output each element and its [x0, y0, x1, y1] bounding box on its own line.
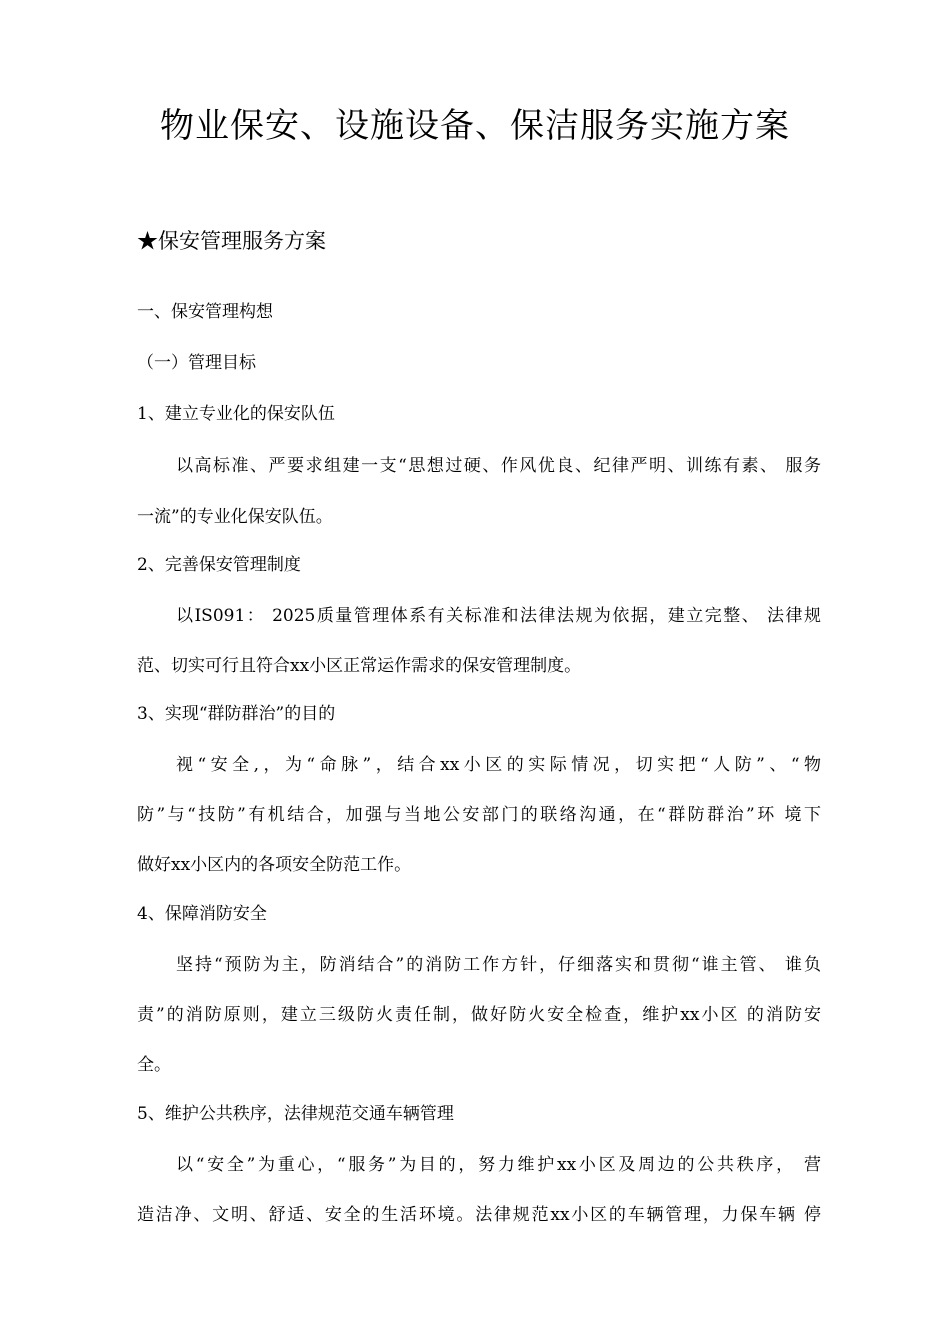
- paragraph-line: 责”的消防原则，建立三级防火责任制，做好防火安全检查，维护xx小区 的消防安: [137, 1005, 821, 1025]
- paragraph-line: 以“安全”为重心，“服务”为目的，努力维护xx小区及周边的公共秩序， 营: [176, 1155, 821, 1175]
- heading-management-goals: （一）管理目标: [137, 353, 256, 373]
- heading-goal-3: 3、实现“群防群治”的目的: [137, 704, 336, 724]
- heading-goal-4: 4、保障消防安全: [137, 904, 267, 924]
- paragraph-line: 以高标准、严要求组建一支“思想过硬、作风优良、纪律严明、训练有素、 服务: [176, 456, 821, 476]
- section-title: ★保安管理服务方案: [137, 229, 326, 253]
- paragraph-line: 造洁净、文明、舒适、安全的生活环境。法律规范xx小区的车辆管理，力保车辆 停: [137, 1205, 821, 1225]
- heading-goal-1: 1、建立专业化的保安队伍: [137, 404, 335, 424]
- heading-security-concept: 一、保安管理构想: [137, 302, 273, 322]
- paragraph-line: 视“安全,，为“命脉”，结合xx小区的实际情况，切实把“人防”、“物: [176, 755, 821, 775]
- heading-goal-2: 2、完善保安管理制度: [137, 555, 301, 575]
- document-title: 物业保安、设施设备、保洁服务实施方案: [160, 106, 790, 146]
- paragraph-line: 防”与“技防”有机结合，加强与当地公安部门的联络沟通，在“群防群治”环 境下: [137, 805, 821, 825]
- paragraph-line: 全。: [137, 1055, 171, 1075]
- paragraph-line: 范、切实可行且符合xx小区正常运作需求的保安管理制度。: [137, 656, 582, 676]
- paragraph-line: 坚持“预防为主，防消结合”的消防工作方针，仔细落实和贯彻“谁主管、 谁负: [176, 955, 821, 975]
- paragraph-line: 以IS091： 2025质量管理体系有关标准和法律法规为依据，建立完整、 法律规: [176, 606, 821, 626]
- heading-goal-5: 5、维护公共秩序，法律规范交通车辆管理: [137, 1104, 454, 1124]
- paragraph-line: 做好xx小区内的各项安全防范工作。: [137, 855, 412, 875]
- paragraph-line: 一流”的专业化保安队伍。: [137, 507, 333, 527]
